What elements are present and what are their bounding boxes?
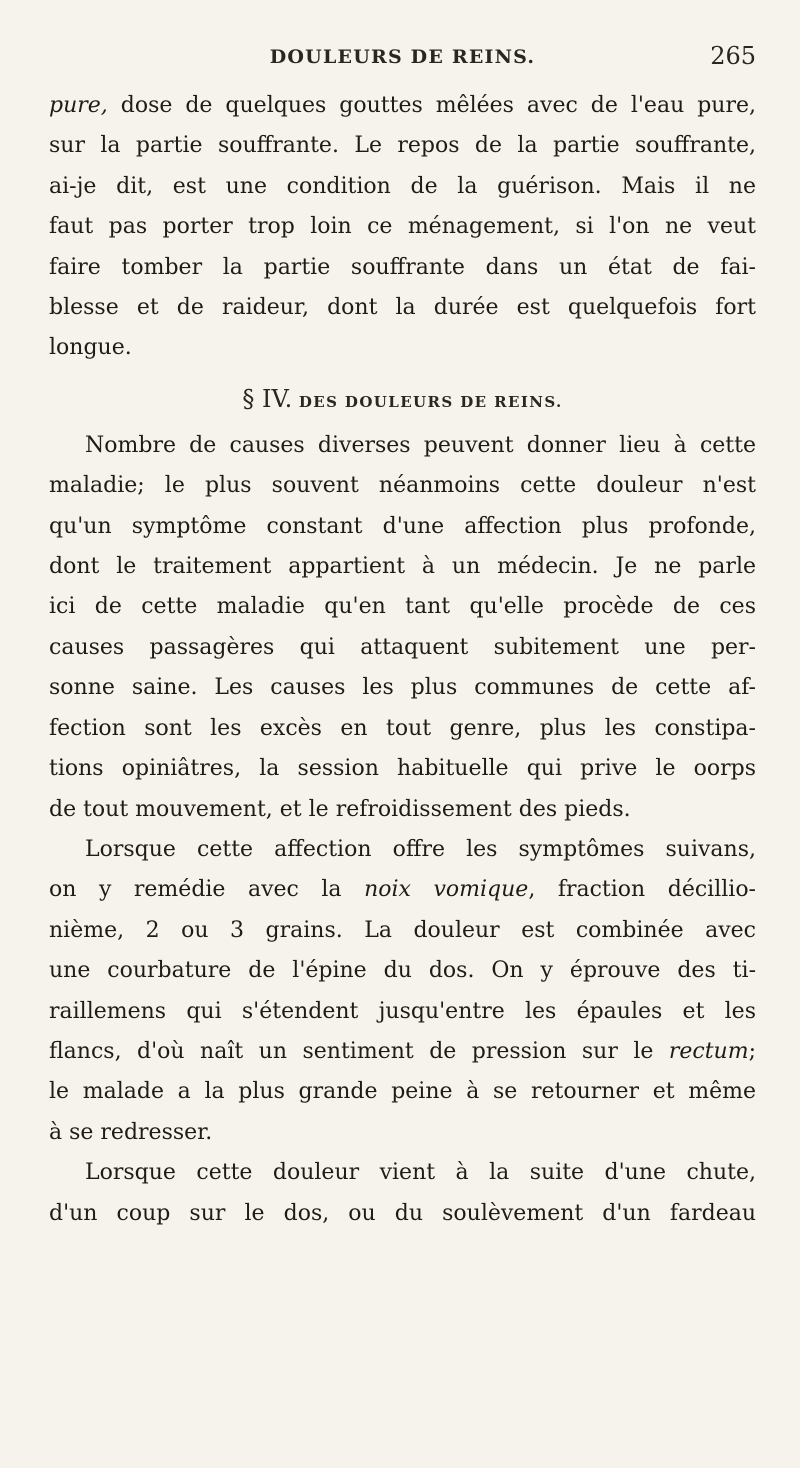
- text-line: dont le traitement appartient à un médecin. Je ne parle: [49, 554, 756, 580]
- text-line: faire tomber la partie souffrante dans un état de fai-: [49, 254, 756, 280]
- text-line: nième, 2 ou 3 grains. La douleur est combinée avec: [49, 917, 756, 943]
- section-number: § IV.: [242, 384, 293, 413]
- text-line: [49, 870, 756, 910]
- section-heading: [49, 385, 756, 416]
- text-line: qu'un symptôme constant d'une affection plus profonde,: [49, 513, 756, 539]
- text-line: Lorsque cette affection offre les symptômes suivans,: [85, 836, 756, 862]
- text-line: une courbature de l'épine du dos. On y éprouve des ti-: [49, 958, 756, 984]
- text-line: à se redresser.: [49, 1119, 213, 1145]
- italic-word: pure,: [49, 93, 108, 118]
- page-number: 265: [710, 42, 756, 70]
- text-line: blesse et de raideur, dont la durée est quelquefois fort: [49, 295, 756, 321]
- text-line: causes passagères qui attaquent subitement une per-: [49, 634, 756, 660]
- text-line: ai-je dit, est une condition de la guérison. Mais il ne: [49, 173, 756, 199]
- text-line: le malade a la plus grande peine à se retourner et même: [49, 1079, 756, 1105]
- section-title: DES DOULEURS DE REINS.: [298, 392, 563, 411]
- text-line: d'un coup sur le dos, ou du soulèvement d'un fardeau: [49, 1200, 756, 1226]
- text-span: , fraction décillio-: [528, 877, 756, 903]
- text-line: tions opiniâtres, la session habituelle qui prive le oorps: [49, 756, 756, 782]
- running-head: [49, 38, 756, 82]
- text-line: de tout mouvement, et le refroidissement des pieds.: [49, 796, 631, 822]
- text-span: flancs, d'où naît un sentiment de pression sur le: [49, 1038, 669, 1064]
- italic-term: noix vomique: [364, 877, 529, 903]
- text-line: raillemens qui s'étendent jusqu'entre les épaules et les: [49, 998, 756, 1024]
- text-line: sur la partie souffrante. Le repos de la partie souffrante,: [49, 133, 756, 159]
- text-span: on y remédie avec la: [49, 877, 365, 903]
- text-line: faut pas porter trop loin ce ménagement, si l'on ne veut: [49, 214, 756, 240]
- text-line: [49, 1032, 756, 1072]
- body-text: [49, 86, 756, 1234]
- text-span: dose de quelques gouttes mêlées avec de l'eau pure,: [107, 93, 756, 118]
- text-line: fection sont les excès en tout genre, plus les constipa-: [49, 715, 756, 741]
- text-line: longue.: [49, 335, 132, 361]
- text-line: sonne saine. Les causes les plus communes de cette af-: [49, 675, 756, 701]
- italic-term: rectum: [668, 1038, 749, 1064]
- text-span: ;: [748, 1038, 756, 1064]
- text-line: [49, 86, 756, 126]
- paragraph: [49, 1153, 756, 1234]
- text-line: ici de cette maladie qu'en tant qu'elle procède de ces: [49, 594, 756, 620]
- paragraph: [49, 830, 756, 1153]
- paragraph: [49, 426, 756, 830]
- paragraph-continuation: [49, 86, 756, 369]
- text-line: Lorsque cette douleur vient à la suite d'une chute,: [85, 1160, 756, 1186]
- text-line: Nombre de causes diverses peuvent donner lieu à cette: [85, 432, 756, 458]
- running-title: DOULEURS DE REINS.: [269, 46, 536, 68]
- text-line: maladie; le plus souvent néanmoins cette douleur n'est: [49, 473, 756, 499]
